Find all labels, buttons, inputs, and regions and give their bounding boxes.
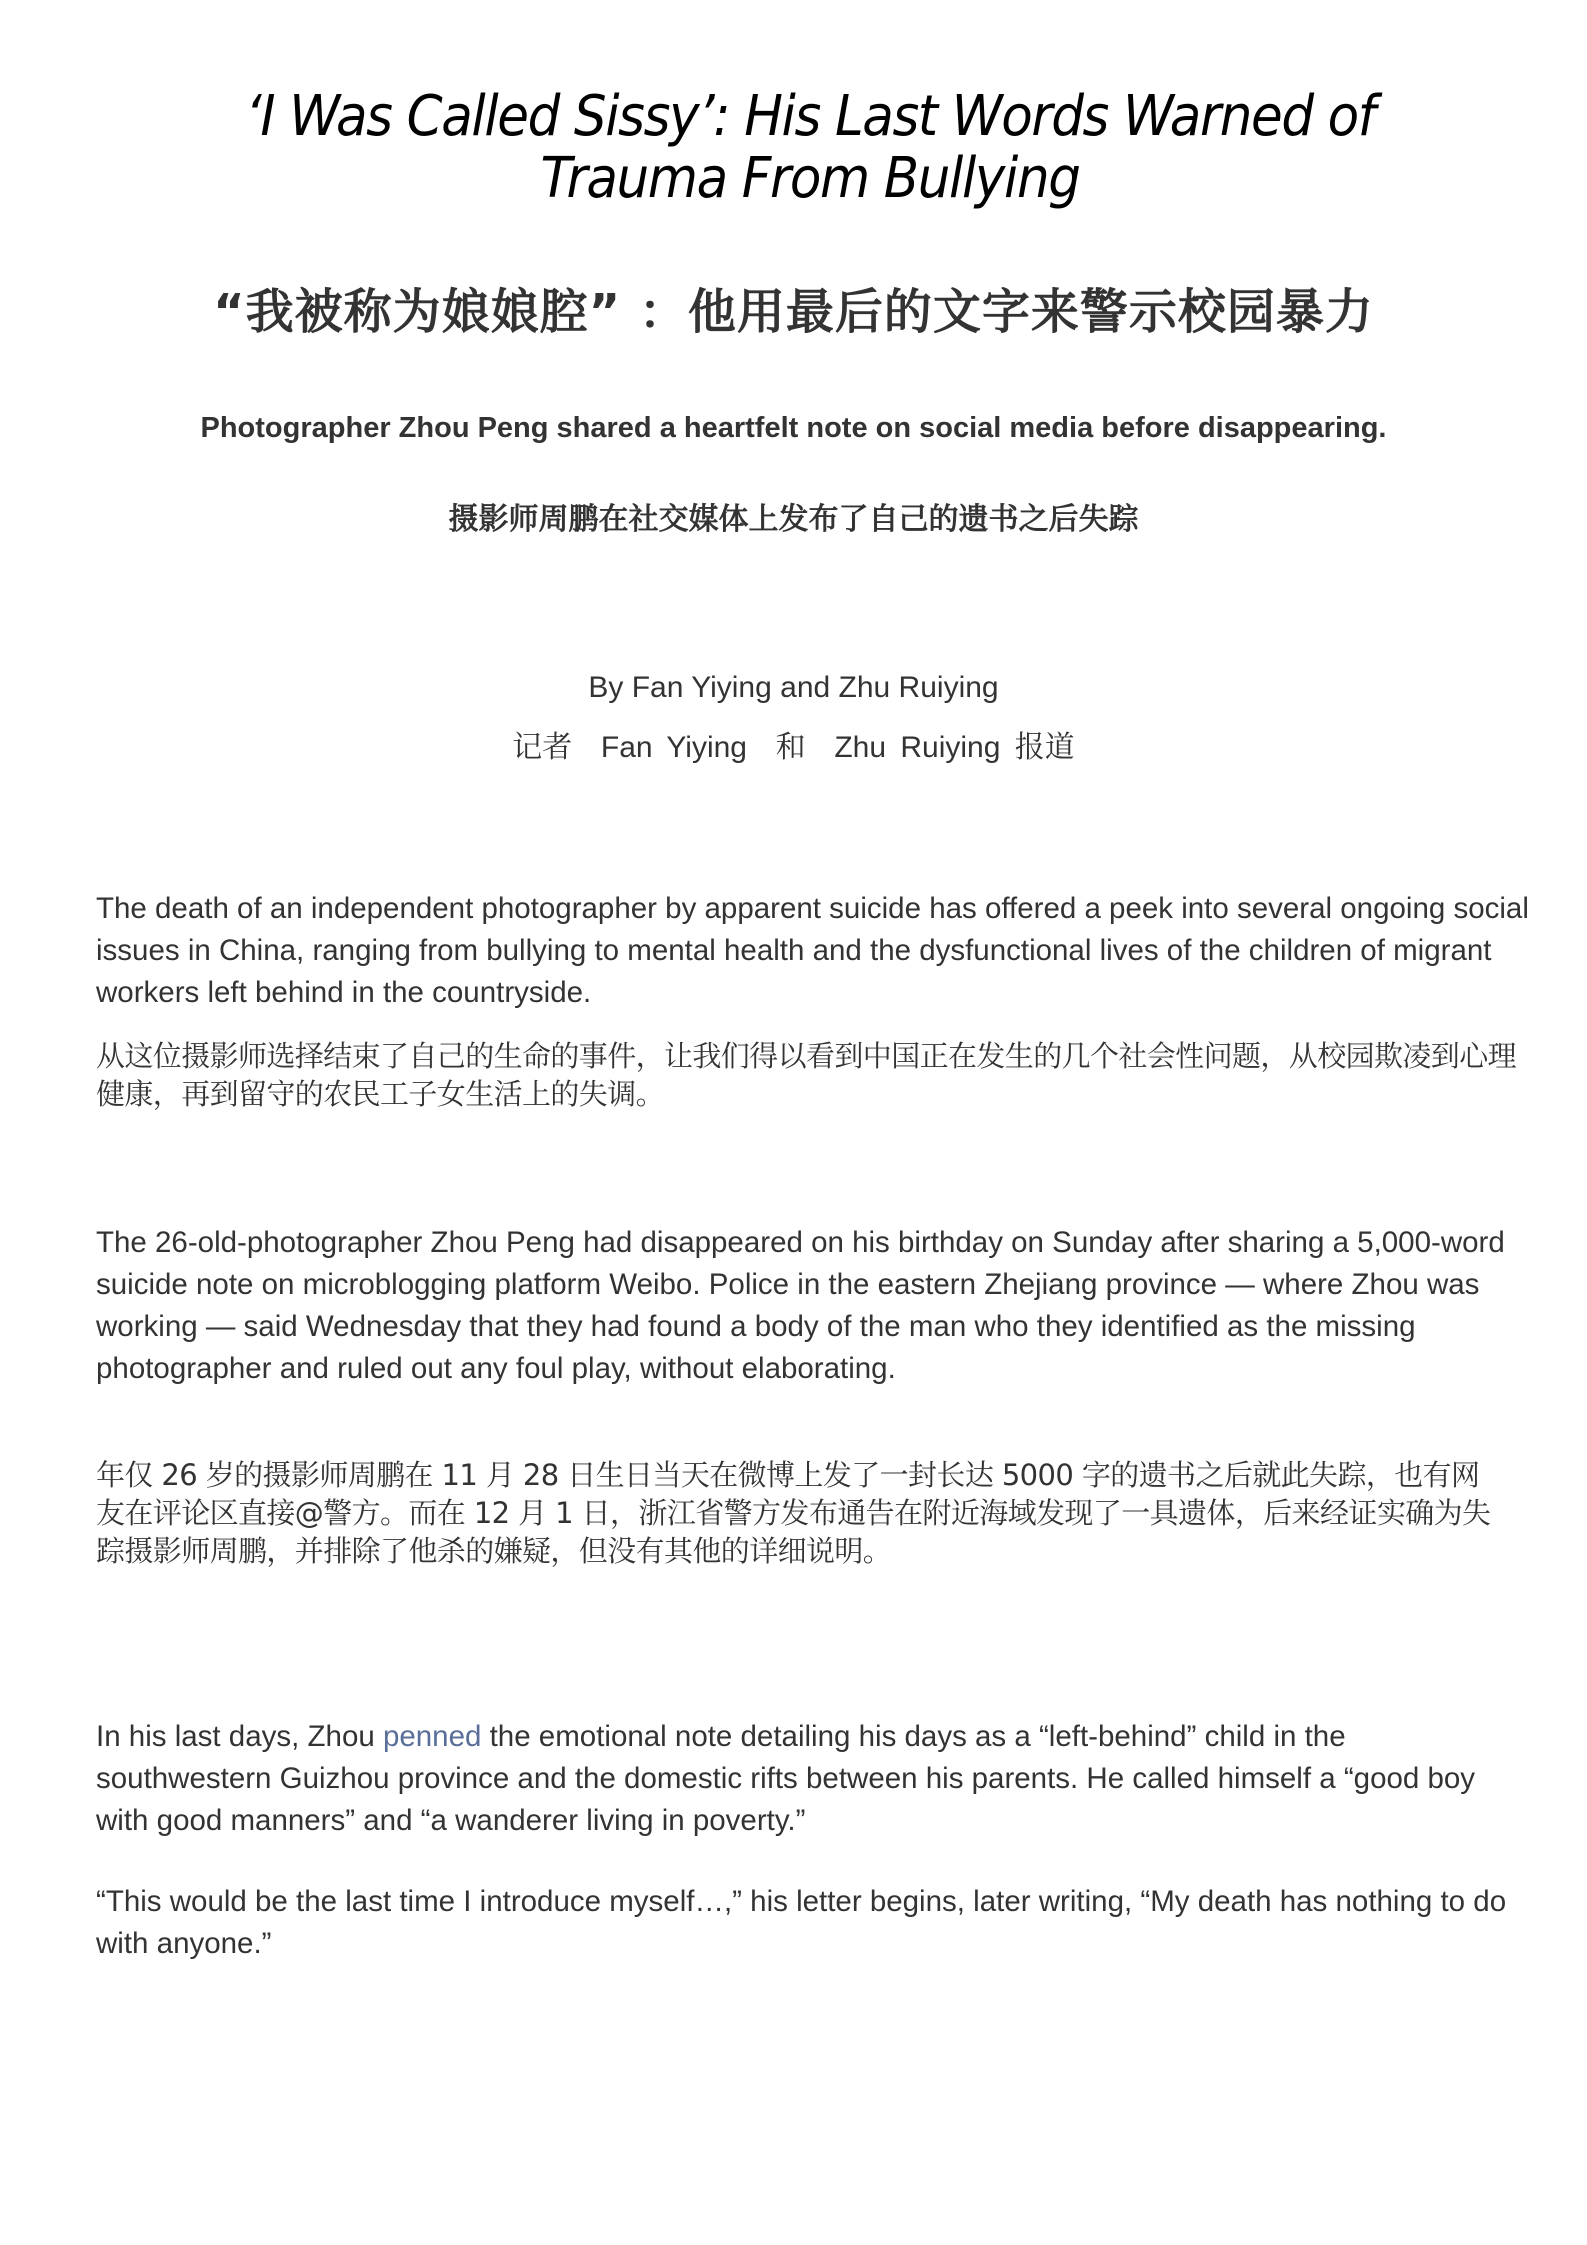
paragraph-1-chinese: 从这位摄影师选择结束了自己的生命的事件，让我们得以看到中国正在发生的几个社会性问题，从校园欺凌到心理健康，再到留守的农民工子女生活上的失调。	[96, 1039, 1517, 1111]
byline-english: By Fan Yiying and Zhu Ruiying	[588, 671, 999, 704]
subtitle-chinese: 摄影师周鹏在社交媒体上发布了自己的遗书之后失踪	[448, 502, 1139, 537]
paragraph-3-text-before: In his last days, Zhou	[96, 1720, 383, 1753]
paragraph-2-chinese: 年仅 26 岁的摄影师周鹏在 11 月 28 日生日当天在微博上发了一封长达 5000 字的遗书之后就此失踪，也有网友在评论区直接@警方。而在 12 月 1 日，浙江省警方发布通告在附近海域发现了一具遗体，后来经证实确为失踪摄影师周鹏，并排除了他杀的嫌疑，但没有其他的详细说明。	[96, 1458, 1491, 1568]
paragraph-3-text-after: the emotional note detailing his days as a “left-behind” child in the southwestern Guizhou province and the domestic rifts between his parents. He called himself a “good boy with good manners” and “a wanderer living in poverty.”	[96, 1720, 1476, 1837]
paragraph-3-english	[96, 1716, 1526, 1842]
paragraph-4-english: “This would be the last time I introduce myself…,” his letter begins, later writing, “My death has nothing to do with anyone.”	[96, 1885, 1507, 1960]
penned-link[interactable]: penned	[382, 1720, 482, 1753]
article-title-chinese: “我被称为娘娘腔” ：他用最后的文字来警示校园暴力	[213, 284, 1374, 340]
subtitle-english: Photographer Zhou Peng shared a heartfelt note on social media before disappearing.	[200, 412, 1387, 444]
paragraph-1-english: The death of an independent photographer by apparent suicide has offered a peek into several ongoing social issues in China, ranging from bullying to mental health and the dysfunctional lives of the children of migrant workers left behind in the countryside.	[96, 892, 1529, 1009]
paragraph-2-english: The 26-old-photographer Zhou Peng had disappeared on his birthday on Sunday after sharing a 5,000-word suicide note on microblogging platform Weibo. Police in the eastern Zhejiang province — where Zhou was working — said Wednesday that they had found a body of the man who they identified as the missing photographer and ruled out any foul play, without elaborating.	[96, 1226, 1505, 1385]
byline-chinese: 记者 Fan Yiying 和 Zhu Ruiying 报道	[512, 731, 1075, 764]
article-title-english: ‘I Was Called Sissy’: His Last Words Warned of Trauma From Bullying	[245, 84, 1375, 211]
